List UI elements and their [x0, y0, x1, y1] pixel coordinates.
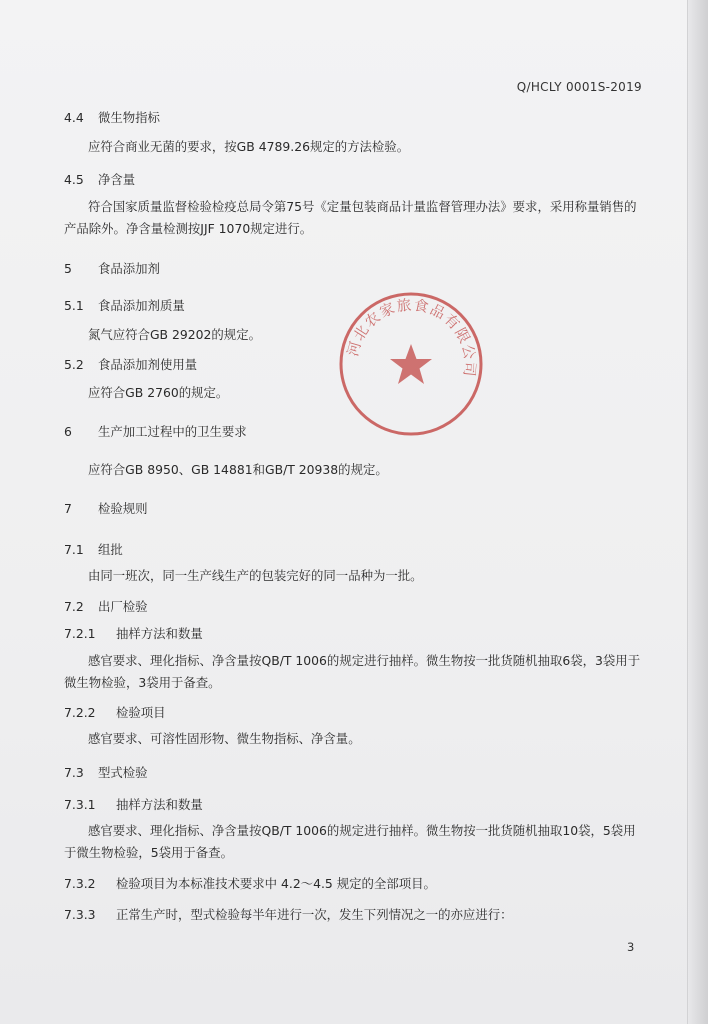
section-text: 正常生产时，型式检验每半年进行一次，发生下列情况之一的亦应进行：	[116, 907, 513, 922]
section-title: 检验项目	[116, 705, 166, 720]
star-icon	[390, 344, 432, 384]
section-number: 7.3	[64, 765, 84, 780]
section-number: 4.4	[64, 110, 84, 125]
section-title: 微生物指标	[98, 110, 160, 125]
section-heading-5-1	[64, 296, 185, 316]
section-title: 出厂检验	[98, 599, 148, 614]
section-heading-7-3-1	[64, 795, 203, 815]
section-heading-5-2	[64, 355, 197, 375]
section-number: 7.1	[64, 542, 84, 557]
section-number: 7.3.2	[64, 876, 96, 891]
section-heading-7-1	[64, 540, 123, 560]
section-heading-7-2-2	[64, 703, 166, 723]
section-title: 型式检验	[98, 765, 148, 780]
section-title: 组批	[98, 542, 123, 557]
section-title: 抽样方法和数量	[116, 626, 203, 641]
section-heading-6	[64, 422, 247, 442]
company-seal-stamp	[337, 290, 485, 438]
paragraph: 由同一班次，同一生产线生产的包装完好的同一品种为一批。	[88, 568, 423, 583]
section-number: 5.2	[64, 357, 84, 372]
section-heading-7-3-2	[64, 874, 436, 894]
section-heading-7-3-3	[64, 905, 513, 925]
section-heading-7-2	[64, 597, 148, 617]
page-edge	[687, 0, 708, 1024]
section-number: 7.3.1	[64, 797, 96, 812]
section-number: 4.5	[64, 172, 84, 187]
paragraph: 感官要求、理化指标、净含量按QB/T 1006的规定进行抽样。微生物按一批货随机抽取6袋，3袋用于微生物检验，3袋用于备查。	[64, 653, 641, 690]
section-heading-7	[64, 499, 148, 519]
section-heading-7-2-1	[64, 624, 203, 644]
section-heading-5	[64, 259, 160, 279]
paragraph: 应符合GB 8950、GB 14881和GB/T 20938的规定。	[88, 462, 388, 477]
page-number: 3	[627, 940, 635, 954]
section-title: 生产加工过程中的卫生要求	[98, 424, 247, 439]
section-number: 5.1	[64, 298, 84, 313]
paragraph: 应符合GB 2760的规定。	[88, 385, 229, 400]
section-heading-4-5	[64, 170, 135, 190]
section-title: 食品添加剂	[98, 261, 160, 276]
section-title: 食品添加剂使用量	[98, 357, 198, 372]
paragraph: 氮气应符合GB 29202的规定。	[88, 327, 261, 342]
paragraph: 感官要求、理化指标、净含量按QB/T 1006的规定进行抽样。微生物按一批货随机抽取10袋，5袋用于微生物检验，5袋用于备查。	[64, 823, 636, 860]
section-number: 7.2	[64, 599, 84, 614]
paragraph: 应符合商业无菌的要求，按GB 4789.26规定的方法检验。	[88, 139, 410, 154]
section-number: 5	[64, 261, 72, 276]
section-title: 净含量	[98, 172, 136, 187]
section-number: 7	[64, 501, 72, 516]
section-text: 检验项目为本标准技术要求中 4.2～4.5 规定的全部项目。	[116, 876, 436, 891]
section-heading-7-3	[64, 763, 148, 783]
document-code: Q/HCLY 0001S-2019	[516, 80, 642, 94]
section-number: 7.2.2	[64, 705, 96, 720]
svg-text:河北农家旅食品有限公司: 河北农家旅食品有限公司	[345, 297, 478, 379]
section-heading-4-4	[64, 108, 160, 128]
section-number: 7.3.3	[64, 907, 96, 922]
section-title: 抽样方法和数量	[116, 797, 203, 812]
paragraph: 符合国家质量监督检验检疫总局令第75号《定量包装商品计量监督管理办法》要求，采用称量销售的产品除外。净含量检测按JJF 1070规定进行。	[64, 199, 637, 236]
section-number: 7.2.1	[64, 626, 96, 641]
section-number: 6	[64, 424, 72, 439]
section-title: 食品添加剂质量	[98, 298, 185, 313]
section-title: 检验规则	[98, 501, 148, 516]
paragraph: 感官要求、可溶性固形物、微生物指标、净含量。	[88, 731, 361, 746]
